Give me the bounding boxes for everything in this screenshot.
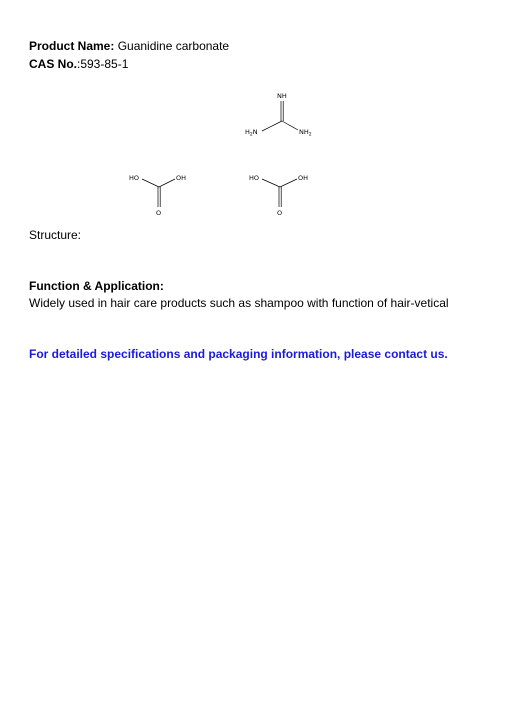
carbonic-acid-molecule-1: [129, 174, 186, 217]
guanidine-left-atom-main: H: [245, 128, 250, 136]
carbonic-acid-1-left-bond: [142, 179, 159, 187]
carbonic-acid-2-right-bond: [280, 179, 297, 187]
carbonic-acid-1-right-bond: [159, 179, 175, 187]
carbonic-acid-molecule-2: [249, 174, 308, 217]
function-text: Widely used in hair care products such as shampoo with function of hair-vetical: [29, 296, 449, 310]
guanidine-left-atom-end: N: [252, 128, 258, 136]
contact-link[interactable]: For detailed specifications and packaging information, please contact us.: [29, 347, 448, 361]
carbonic-acid-1-bottom-atom: O: [156, 209, 162, 217]
carbonic-acid-2-left-bond: [262, 179, 280, 187]
product-name-value: Guanidine carbonate: [114, 39, 230, 53]
guanidine-left-atom-sub: 2: [249, 132, 253, 138]
cas-number-label: CAS No.: [29, 57, 77, 71]
product-name-label: Product Name:: [29, 39, 115, 53]
guanidine-right-atom-sub: 2: [308, 132, 312, 138]
structure-diagram: [0, 0, 517, 230]
guanidine-right-bond: [282, 121, 298, 130]
guanidine-top-atom: NH: [277, 92, 287, 100]
carbonic-acid-1-right-atom: OH: [176, 174, 187, 182]
guanidine-right-atom-main: NH: [299, 128, 309, 136]
function-heading: Function & Application:: [29, 279, 164, 293]
carbonic-acid-2-bottom-atom: O: [277, 209, 283, 217]
carbonic-acid-2-right-atom: OH: [298, 174, 309, 182]
carbonic-acid-2-left-atom: HO: [249, 174, 260, 182]
structure-label: Structure:: [29, 228, 82, 242]
guanidine-right-atom: [299, 128, 312, 138]
carbonic-acid-1-left-atom: HO: [129, 174, 140, 182]
guanidine-left-atom: [245, 128, 258, 138]
guanidine-molecule: [245, 92, 312, 138]
guanidine-left-bond: [262, 121, 282, 131]
cas-number-value: :593-85-1: [77, 57, 129, 71]
